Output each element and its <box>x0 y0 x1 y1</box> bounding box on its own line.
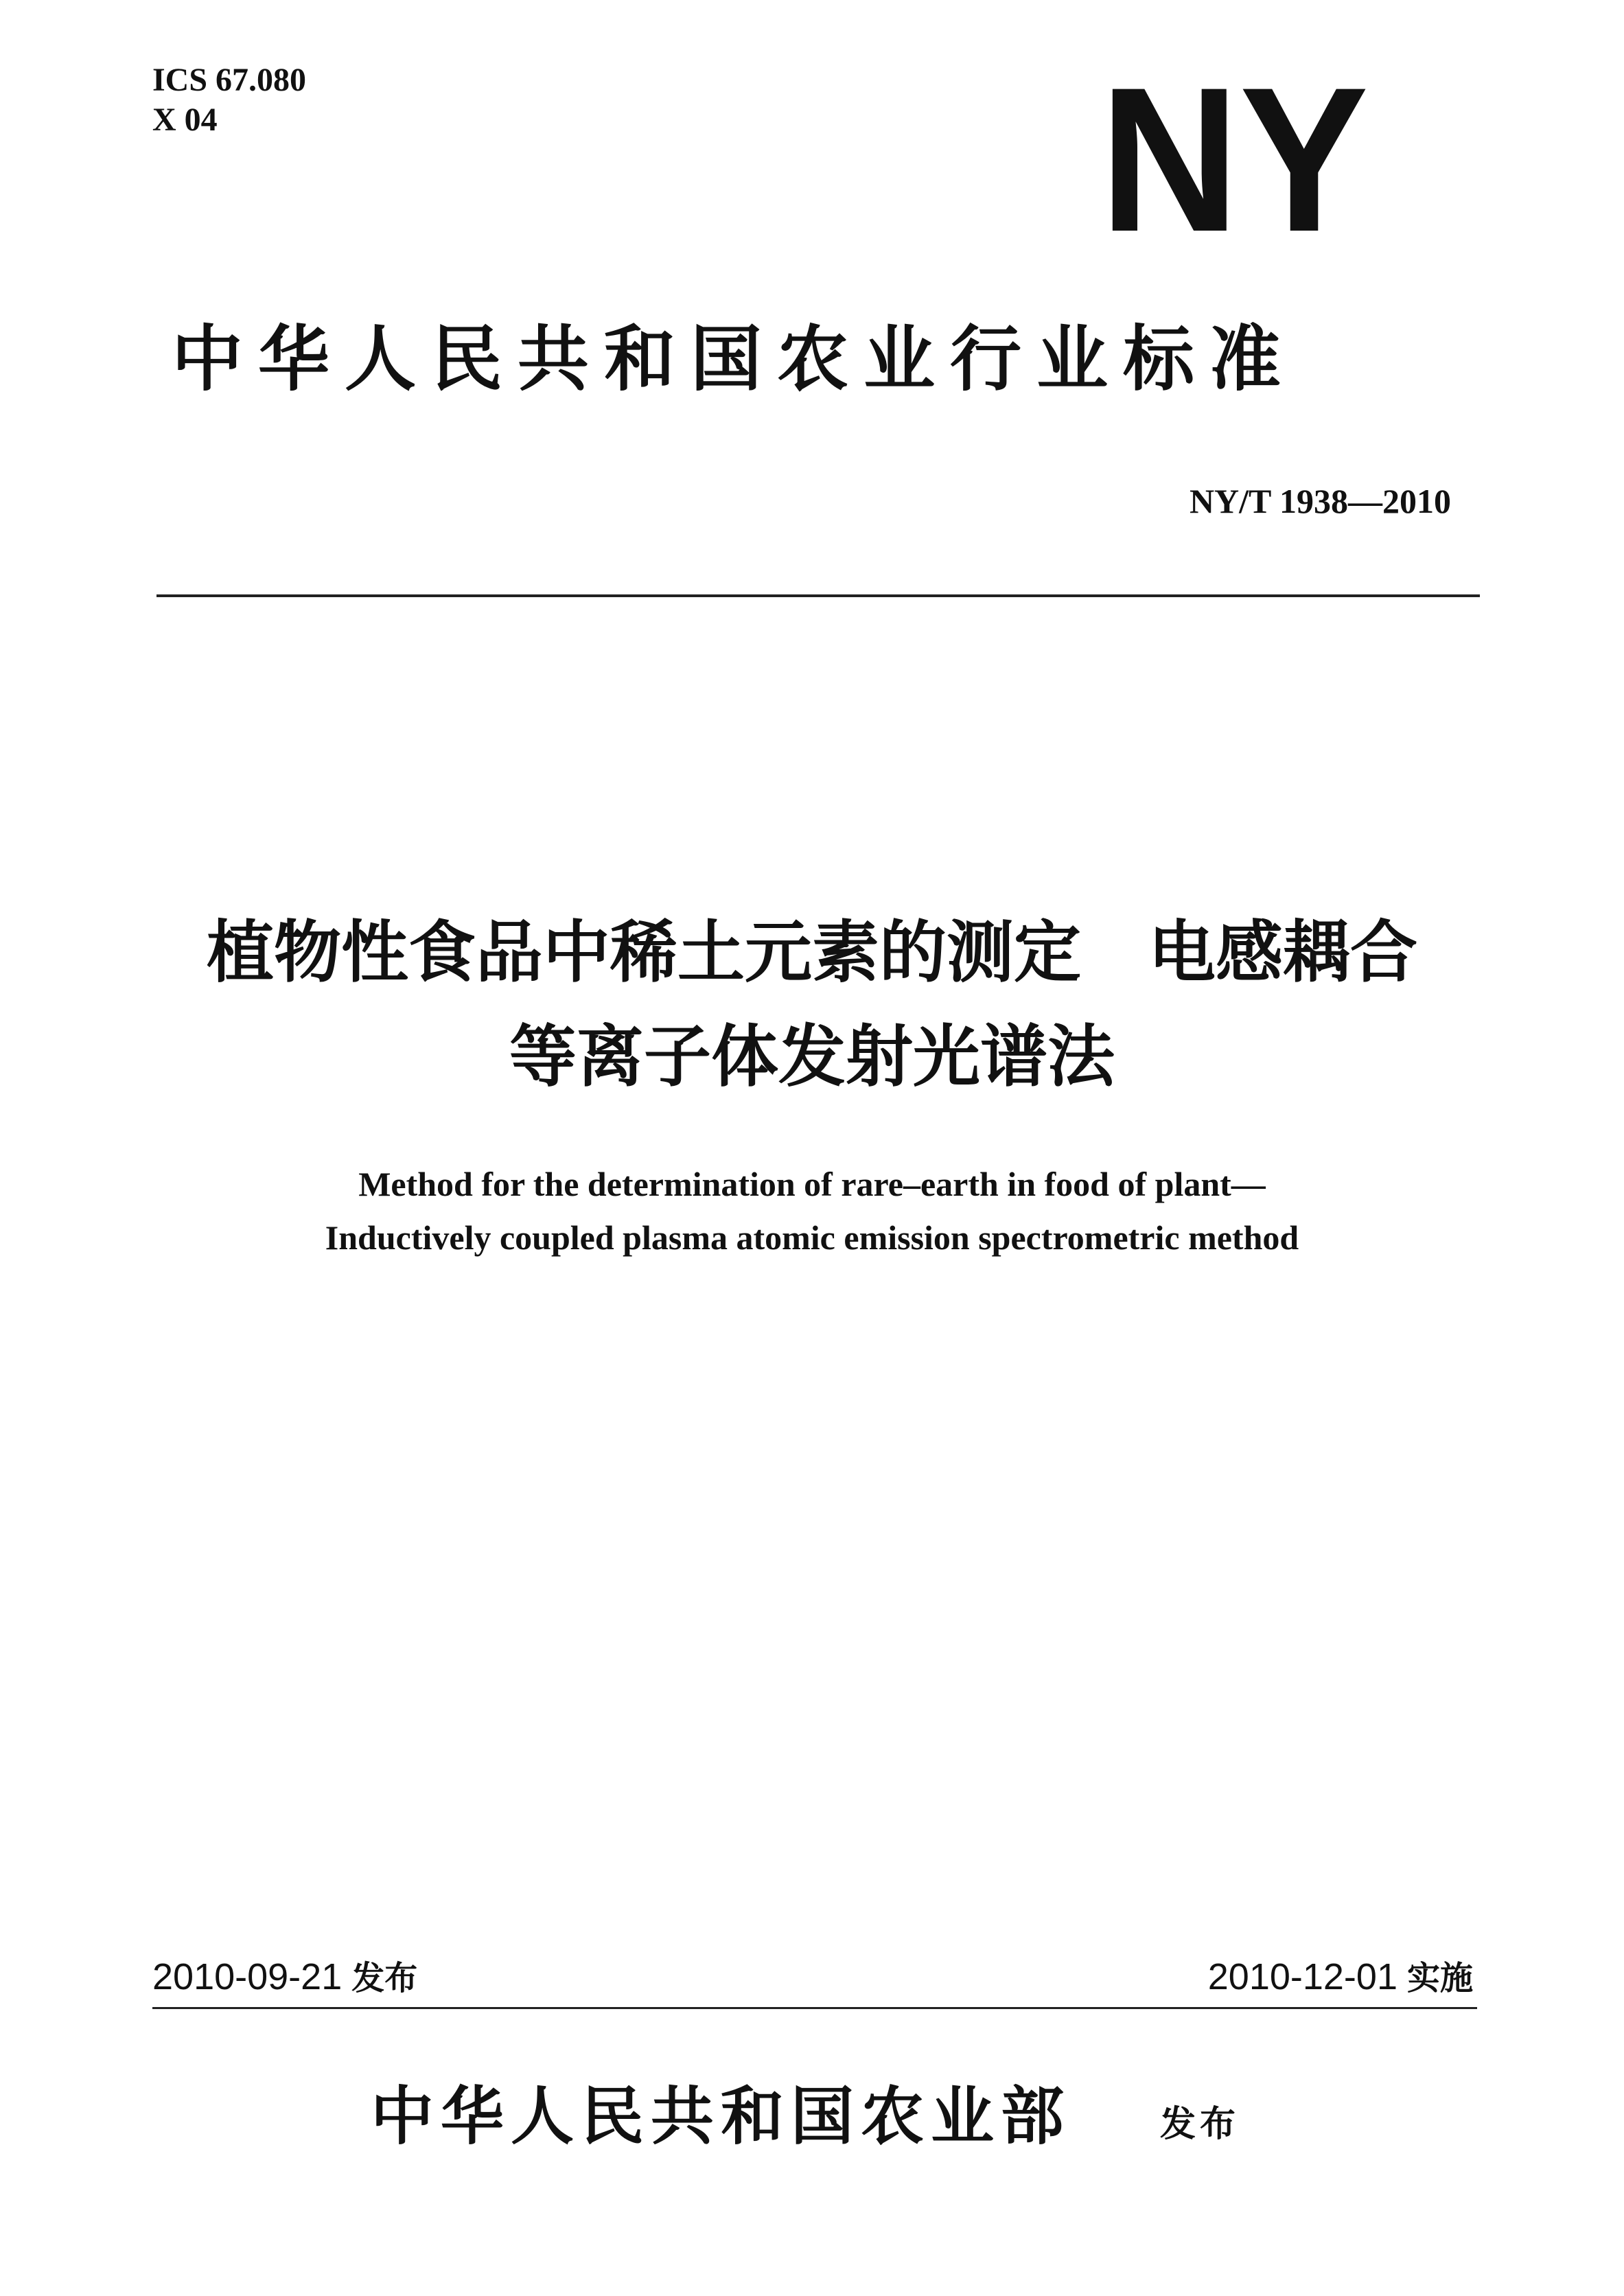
footer-divider <box>152 2007 1477 2009</box>
english-title-line-1: Method for the determination of rare–earth in food of plant— <box>358 1165 1266 1203</box>
publisher-name: 中华人民共和国农业部 <box>371 2079 1071 2153</box>
ny-logo <box>1097 81 1371 246</box>
ics-code: ICS 67.080 <box>152 62 307 98</box>
chinese-title-line-2: 等离子体发射光谱法 <box>509 1018 1115 1096</box>
standard-title: 中华人民共和国农业行业标准 <box>172 317 1297 401</box>
issue-label: 发布 <box>351 1959 418 1997</box>
publisher-suffix: 发布 <box>1160 2104 1240 2145</box>
header-divider <box>156 594 1480 597</box>
english-title-line-2: Inductively coupled plasma atomic emission spectrometric method <box>325 1218 1299 1257</box>
chinese-title-line-1: 植物性食品中稀土元素的测定 电感耦合 <box>206 914 1417 992</box>
standard-number: NY/T 1938—2010 <box>1189 482 1451 520</box>
implementation-label: 实施 <box>1406 1959 1473 1997</box>
ny-logo-text: NY <box>1100 81 1369 246</box>
implementation-date-block <box>1208 1955 1473 2000</box>
issue-date-block <box>152 1955 417 2000</box>
classification-code: X 04 <box>152 102 218 138</box>
implementation-date: 2010-12-01 <box>1207 1956 1397 1997</box>
issue-date: 2010-09-21 <box>152 1956 343 1997</box>
